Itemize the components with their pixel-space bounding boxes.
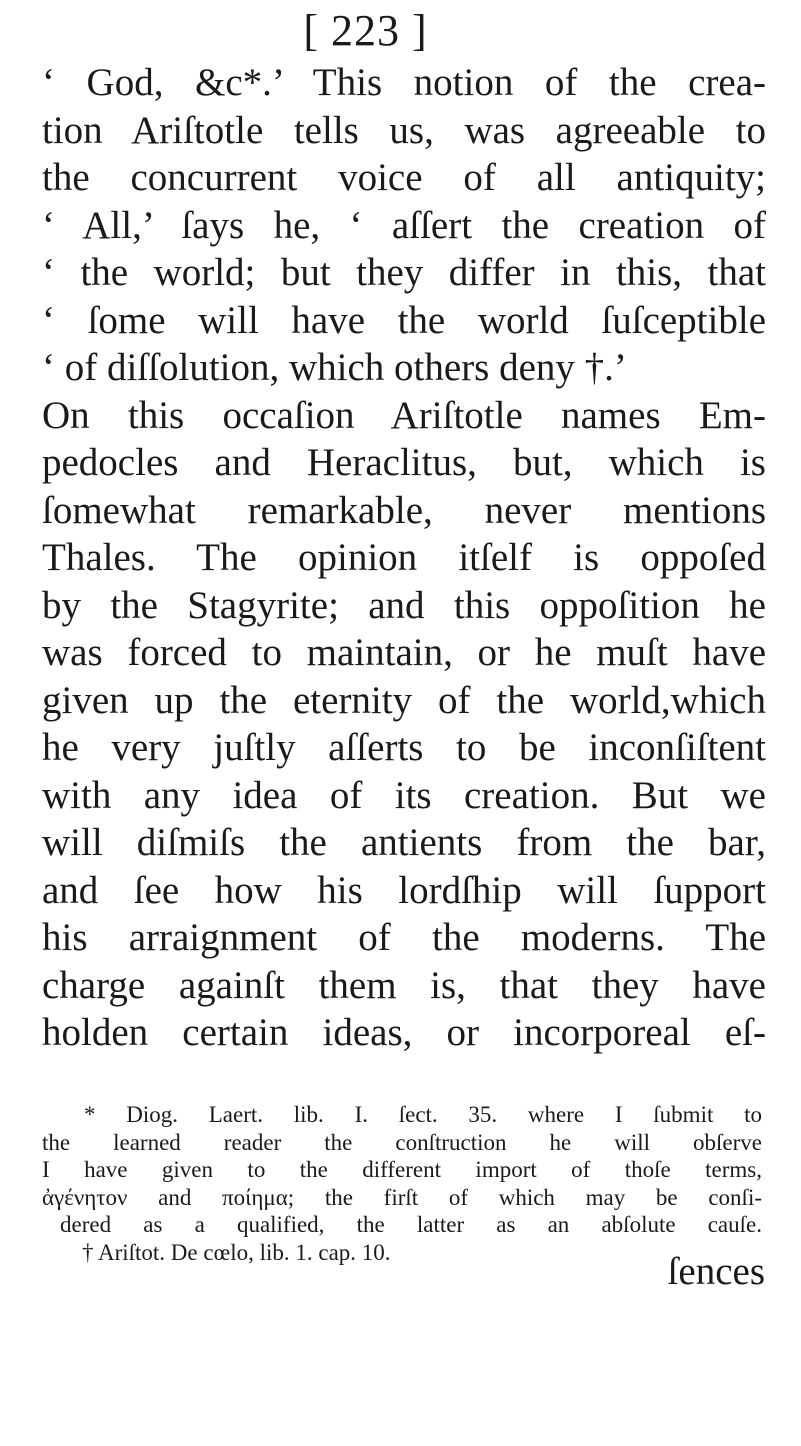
text-line: charge againſt them is, that they have [42, 963, 766, 1007]
text-line: pedocles and Heraclitus, but, which is [42, 441, 766, 484]
text-line: and ſee how his lordſhip will ſupport [42, 868, 766, 912]
footnote-line: * Diog. Laert. lib. I. ſect. 35. where I ſubmit to [84, 1102, 762, 1127]
text-line: tion Ariſtotle tells us, was agreeable to [42, 108, 766, 152]
catchword: ſences [667, 1250, 765, 1293]
text-line: will diſmiſs the antients from the bar, [42, 821, 766, 864]
text-line: ‘ of diſſolution, which others deny †.’ [42, 346, 627, 389]
text-line: Thales. The opinion itſelf is oppoſed [42, 536, 766, 579]
text-line: ‘ All,’ ſays he, ‘ aſſert the creation of [42, 203, 766, 247]
text-line: by the Stagyrite; and this oppoſition he [42, 583, 766, 627]
text-line: was forced to maintain, or he muſt have [42, 631, 766, 674]
footnote-line: the learned reader the conſtruction he will obſerve [42, 1129, 762, 1155]
text-line: he very juſtly aſſerts to be inconſiſtent [42, 726, 766, 769]
page-number: [ 223 ] [303, 6, 428, 55]
main-text [42, 59, 766, 1057]
text-line: with any idea of its creation. But we [42, 773, 766, 817]
footnote-line: † Ariſtot. De cœlo, lib. 1. cap. 10. [82, 1239, 391, 1265]
footnotes [42, 1101, 762, 1266]
page-number-header [0, 4, 801, 58]
text-line: the concurrent voice of all antiquity; [42, 156, 766, 199]
footnote-line: dered as a qualified, the latter as an abſolute cauſe. [60, 1212, 762, 1237]
text-line: given up the eternity of the world,which [42, 678, 766, 722]
text-line: On this occaſion Ariſtotle names Em- [42, 393, 766, 437]
text-line: ‘ ſome will have the world ſuſceptible [42, 298, 766, 342]
footnote-line: ἀγένητον and ποίημα; the firſt of which may be conſi- [42, 1184, 762, 1210]
text-line: his arraignment of the moderns. The [42, 916, 766, 959]
text-line: ‘ God, &c*.’ This notion of the crea- [42, 61, 766, 104]
text-line: holden certain ideas, or incorporeal eſ- [42, 1011, 766, 1054]
text-line: ſomewhat remarkable, never mentions [42, 488, 766, 532]
footnote-line: I have given to the different import of thoſe terms, [42, 1157, 762, 1182]
text-line: ‘ the world; but they differ in this, that [42, 251, 766, 294]
